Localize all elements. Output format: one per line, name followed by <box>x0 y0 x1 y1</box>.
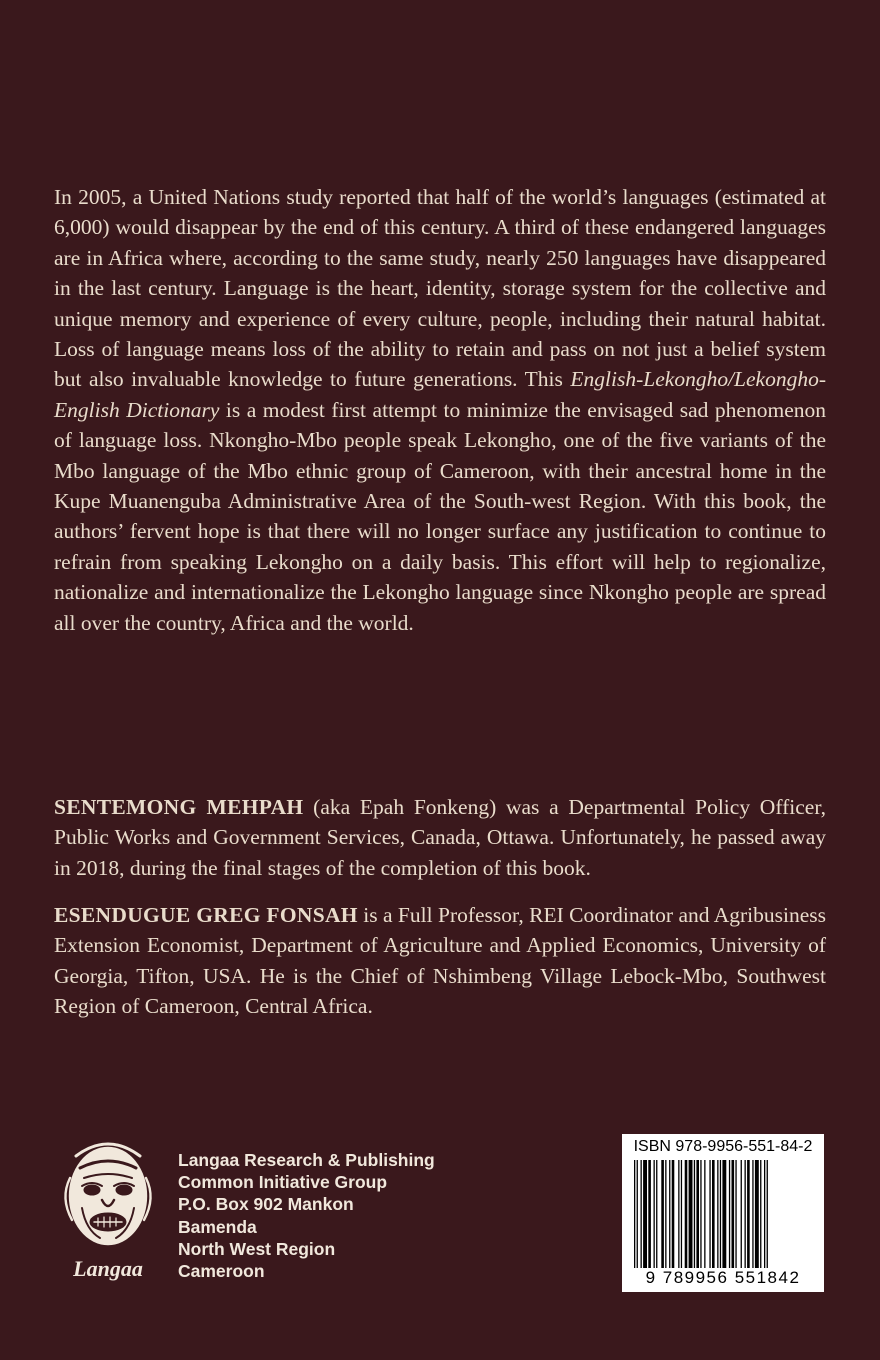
blurb-text-1: In 2005, a United Nations study reported that half of the world’s languages (estimated at 6,000) would disappear by the end of this century. A third of these endangered languages are in Africa where, according to the same study, nearly 250 languages have disappeared in the last century. Language is the heart, identity, storage system for the collective and unique memory and experience of every culture, people, including their natural habitat. Loss of language means loss of the ability to retain and pass on not just a belief system but also invaluable knowledge to future generations. This <box>54 185 826 392</box>
barcode-bar <box>722 1160 726 1268</box>
book-title-italic: English-Lekongho/Lekongho-English Dictionary <box>54 367 826 422</box>
barcode-bar <box>694 1160 695 1268</box>
barcode-bar <box>672 1160 675 1268</box>
barcode-bar <box>656 1160 657 1268</box>
barcode-bar <box>764 1160 765 1268</box>
barcode-bar <box>654 1160 655 1268</box>
barcode-bar <box>641 1160 642 1268</box>
barcode-bar <box>685 1160 688 1268</box>
barcode-bar <box>643 1160 647 1268</box>
publisher-address <box>178 1149 435 1282</box>
publisher-line: Langaa Research & Publishing <box>178 1150 435 1170</box>
barcode-bar <box>678 1160 679 1268</box>
publisher-line: North West Region <box>178 1238 336 1259</box>
author-bio-1 <box>54 792 826 883</box>
barcode-digits: 9 789956 551842 <box>645 1268 801 1287</box>
barcode-bar <box>669 1160 670 1268</box>
barcode-bar <box>720 1160 721 1268</box>
barcode-bar <box>689 1160 693 1268</box>
publisher-line: Common Initiative Group <box>178 1172 388 1193</box>
barcode-bar <box>661 1160 664 1268</box>
barcode-bar <box>767 1160 768 1268</box>
author-name-2: ESENDUGUE GREG FONSAH <box>54 903 358 927</box>
barcode-bar <box>729 1160 730 1268</box>
barcode-bars <box>630 1160 816 1268</box>
isbn-barcode <box>622 1134 824 1292</box>
barcode-bar <box>760 1160 761 1268</box>
barcode-bar <box>745 1160 746 1268</box>
barcode-bar <box>755 1160 759 1268</box>
author-bio-text-2: is a Full Professor, REI Coordinator and Agribusiness Extension Economist, Department of Agriculture and Applied Economics, University of Georgia, Tifton, USA. He is the Chief of Nshimbeng Village Lebock-Mbo, Southwest Region of Cameroon, Central Africa. <box>54 903 826 1019</box>
barcode-bar <box>741 1160 742 1268</box>
barcode-bar <box>712 1160 715 1268</box>
barcode-bar <box>681 1160 682 1268</box>
barcode-bar <box>634 1160 635 1268</box>
barcode-bar <box>732 1160 735 1268</box>
publisher-line: P.O. Box 902 Mankon <box>178 1194 354 1215</box>
publisher-line: Cameroon <box>178 1261 265 1282</box>
logo-wordmark: Langaa <box>73 1256 143 1281</box>
barcode-bar <box>717 1160 718 1268</box>
barcode-bar <box>648 1160 651 1268</box>
publisher-line: Bamenda <box>178 1216 257 1237</box>
barcode-bar <box>735 1160 736 1268</box>
barcode-bar <box>704 1160 705 1268</box>
author-bio-text-1: (aka Epah Fonkeng) was a Departmental Policy Officer, Public Works and Government Services, Canada, Ottawa. Unfortunately, he passed away in 2018, during the final stages of the completion of this book. <box>54 795 826 880</box>
author-bio-2 <box>54 900 826 1022</box>
barcode-bar <box>709 1160 710 1268</box>
barcode-bar <box>696 1160 699 1268</box>
publisher-logo-mask-face-icon <box>56 1138 160 1284</box>
barcode-bar <box>747 1160 750 1268</box>
barcode-bar <box>700 1160 701 1268</box>
blurb-text-2: is a modest first attempt to minimize the envisaged sad phenomenon of language loss. Nkongho-Mbo people speak Lekongho, one of the five variants of the Mbo language of the Mbo ethnic group of Cameroon, with their ancestral home in the Kupe Muanenguba Administrative Area of the South-west Region. With this book, the authors’ fervent hope is that there will no longer surface any justification to continue to refrain from speaking Lekongho on a daily basis. This effort will help to regionalize, nationalize and internationalize the Lekongho language since Nkongho people are spread all over the country, Africa and the world. <box>54 397 826 635</box>
isbn-label: ISBN 978-9956-551-84-2 <box>633 1138 813 1155</box>
barcode-bar <box>752 1160 753 1268</box>
back-cover-blurb <box>54 182 826 638</box>
barcode-bar <box>665 1160 666 1268</box>
author-name-1: SENTEMONG MEHPAH <box>54 795 304 819</box>
barcode-bar <box>637 1160 638 1268</box>
